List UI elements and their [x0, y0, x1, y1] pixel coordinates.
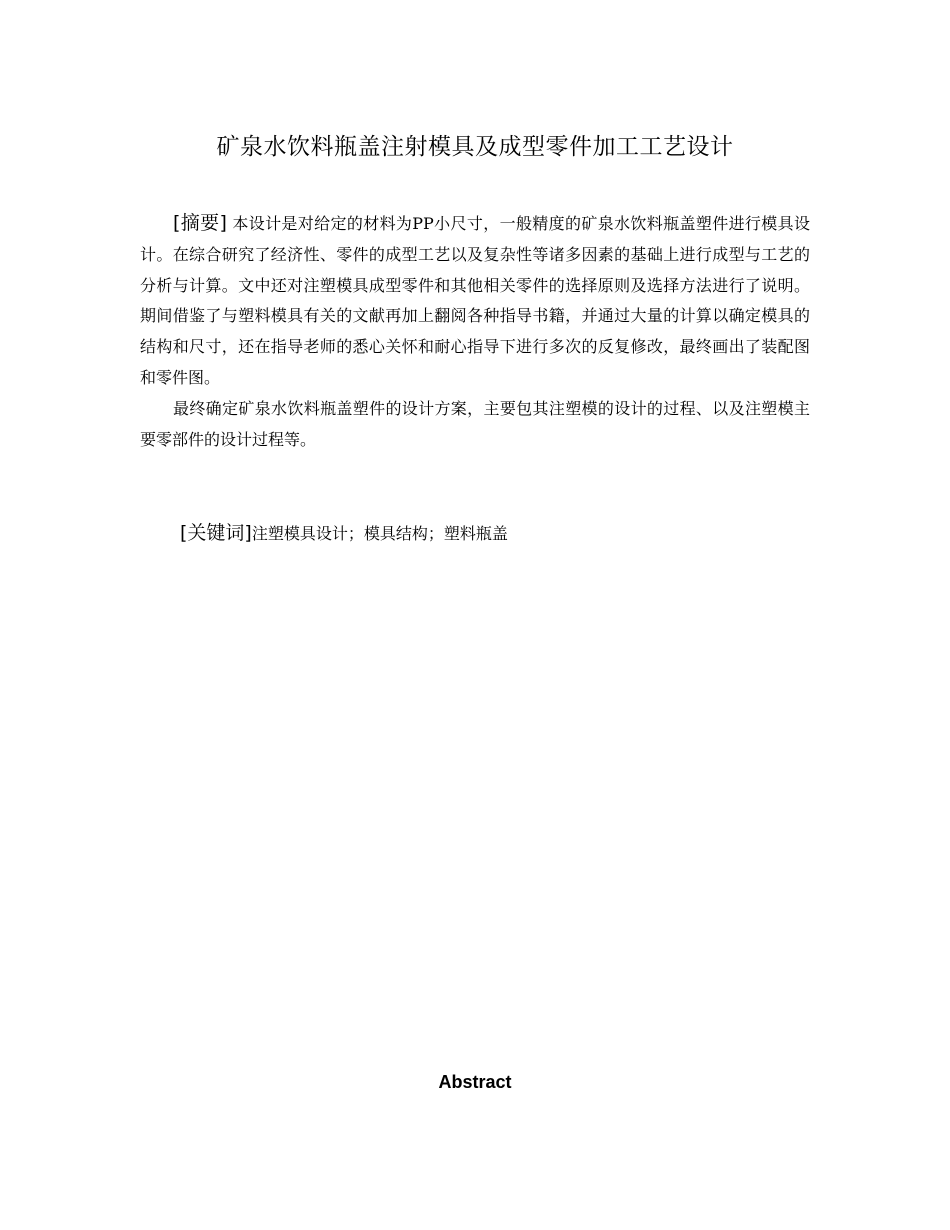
document-title: 矿泉水饮料瓶盖注射模具及成型零件加工工艺设计 [216, 134, 734, 160]
abstract-paragraph-1 [140, 208, 810, 394]
keywords-line [180, 518, 508, 549]
abstract-label: [摘要] [173, 212, 227, 234]
abstract-text-1: 本设计是对给定的材料为PP小尺寸，一般精度的矿泉水饮料瓶盖塑件进行模具设计。在综合研究了经济性、零件的成型工艺以及复杂性等诸多因素的基础上进行成型与工艺的分析与计算。文中还对注塑模具成型零件和其他相关零件的选择原则及选择方法进行了说明。期间借鉴了与塑料模具有关的文献再加上翻阅各种指导书籍，并通过大量的计算以确定模具的结构和尺寸，还在指导老师的悉心关怀和耐心指导下进行多次的反复修改，最终画出了装配图和零件图。 [140, 214, 810, 387]
abstract-paragraph-2: 最终确定矿泉水饮料瓶盖塑件的设计方案，主要包其注塑模的设计的过程、以及注塑模主要零部件的设计过程等。 [140, 398, 810, 449]
keywords-text: 注塑模具设计；模具结构；塑料瓶盖 [251, 524, 508, 543]
keywords-label: [关键词] [180, 522, 252, 544]
english-abstract-heading: Abstract [438, 1072, 512, 1092]
abstract-section [140, 208, 810, 455]
